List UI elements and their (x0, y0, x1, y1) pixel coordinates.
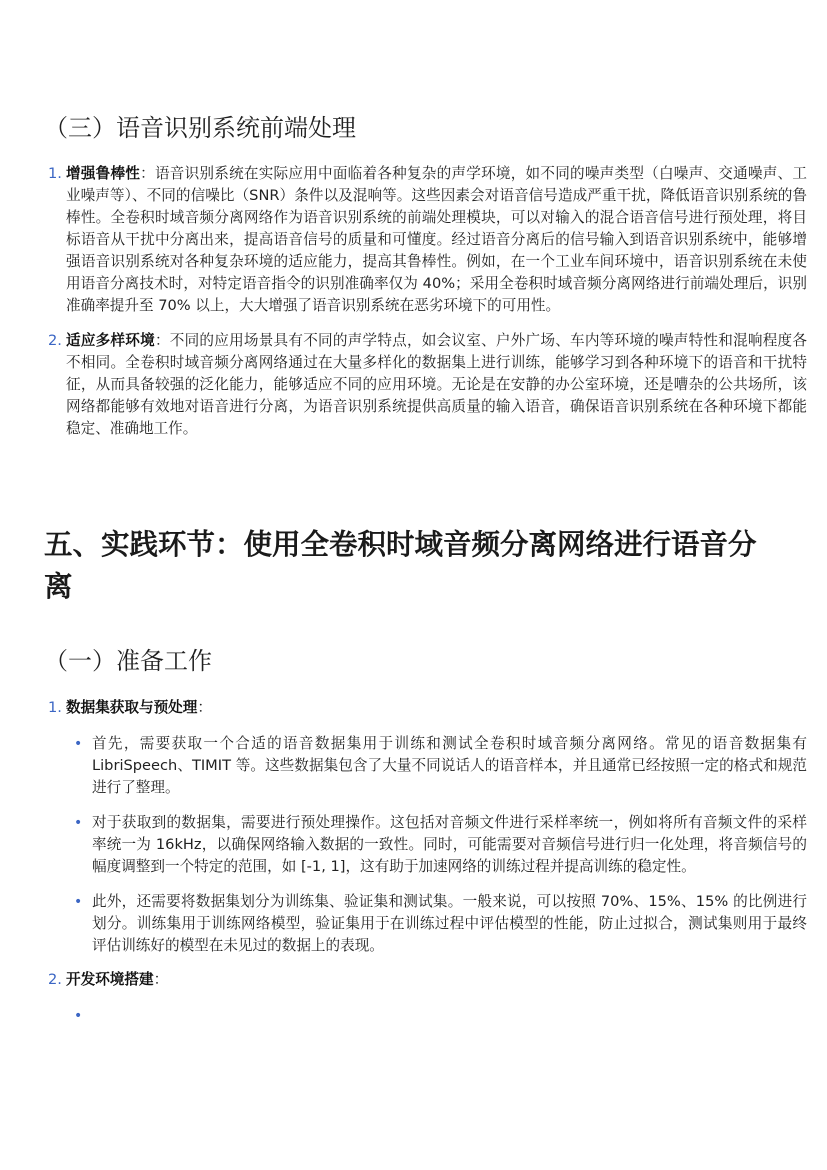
bullet-item (66, 891, 807, 957)
section-heading-5: 五、实践环节：使用全卷积时域音频分离网络进行语音分离 (44, 528, 757, 603)
list-item (44, 697, 807, 957)
label-colon: ： (197, 699, 212, 716)
label-colon: ： (153, 971, 169, 988)
list-item-label: 数据集获取与预处理 (66, 699, 198, 716)
subsection-heading-1: （一）准备工作 (44, 647, 212, 675)
list-item-text: 语音识别系统在实际应用中面临着各种复杂的声学环境，如不同的噪声类型（白噪声、交通噪声、工业噪声等）、不同的信噪比（SNR）条件以及混响等。这些因素会对语音信号造成严重干扰，降低语音识别系统的鲁棒性。全卷积时域音频分离网络作为语音识别系统的前端处理模块，可以对输入的混合语音信号进行预处理，将目标语音从干扰中分离出来，提高语音信号的质量和可懂度。经过语音分离后的信号输入到语音识别系统中，能够增强语音识别系统对各种复杂环境的适应能力，提高其鲁棒性。例如，在一个工业车间环境中，语音识别系统在未使用语音分离技术时，对特定语音指令的识别准确率仅为 40%；采用全卷积时域音频分离网络进行前端处理后，识别准确率提升至 70% 以上，大大增强了语音识别系统在恶劣环境下的可用性。 (66, 165, 807, 314)
list-item (44, 969, 807, 1027)
bullet-text: 此外，还需要将数据集划分为训练集、验证集和测试集。一般来说，可以按照 70%、15%、15% 的比例进行划分。训练集用于训练网络模型，验证集用于在训练过程中评估模型的性能，防止过拟合，测试集则用于最终评估训练好的模型在未见过的数据上的表现。 (92, 893, 807, 954)
label-colon: ： (154, 332, 170, 349)
bullet-text: 首先，需要获取一个合适的语音数据集用于训练和测试全卷积时域音频分离网络。常见的语音数据集有 LibriSpeech、TIMIT 等。这些数据集包含了大量不同说话人的语音样本，并且通常已经按照一定的格式和规范进行了整理。 (92, 735, 807, 796)
list-number: 2. (48, 332, 62, 349)
list-item (44, 163, 807, 317)
list-number: 2. (48, 971, 62, 988)
bullet-icon: • (74, 736, 83, 752)
subsection1-list (44, 697, 807, 1027)
bullet-list (66, 733, 807, 957)
list-item-paragraph (66, 330, 807, 440)
list-item-label: 开发环境搭建 (66, 971, 154, 988)
list-number: 1. (48, 165, 62, 182)
label-colon: ： (140, 165, 155, 182)
section-heading-3: （三）语音识别系统前端处理 (44, 114, 356, 142)
bullet-text: 对于获取到的数据集，需要进行预处理操作。这包括对音频文件进行采样率统一，例如将所有音频文件的采样率统一为 16kHz，以确保网络输入数据的一致性。同时，可能需要对音频信号进行归一化处理，将音频信号的幅度调整到一个特定的范围，如 [-1, 1]，这有助于加速网络的训练过程并提高训练的稳定性。 (92, 814, 807, 875)
list-item-paragraph (66, 697, 807, 719)
list-number: 1. (48, 699, 62, 716)
list-item-paragraph (66, 163, 807, 317)
list-item (44, 330, 807, 440)
list-item-label: 增强鲁棒性 (66, 165, 141, 182)
bullet-icon: • (74, 1008, 83, 1024)
bullet-text (92, 1005, 807, 1027)
bullet-item (66, 733, 807, 799)
bullet-icon: • (74, 894, 83, 910)
bullet-list (66, 1005, 807, 1027)
list-item-text: 不同的应用场景具有不同的声学特点，如会议室、户外广场、车内等环境的噪声特性和混响程度各不相同。全卷积时域音频分离网络通过在大量多样化的数据集上进行训练，能够学习到各种环境下的语音和干扰特征，从而具备较强的泛化能力，能够适应不同的应用环境。无论是在安静的办公室环境，还是嘈杂的公共场所，该网络都能够有效地对语音进行分离，为语音识别系统提供高质量的输入语音，确保语音识别系统在各种环境下都能稳定、准确地工作。 (66, 332, 807, 437)
bullet-item (66, 812, 807, 878)
section3-list (44, 163, 807, 440)
bullet-icon: • (74, 815, 83, 831)
list-item-paragraph (66, 969, 807, 991)
bullet-item (66, 1005, 807, 1027)
list-item-label: 适应多样环境 (66, 332, 155, 349)
